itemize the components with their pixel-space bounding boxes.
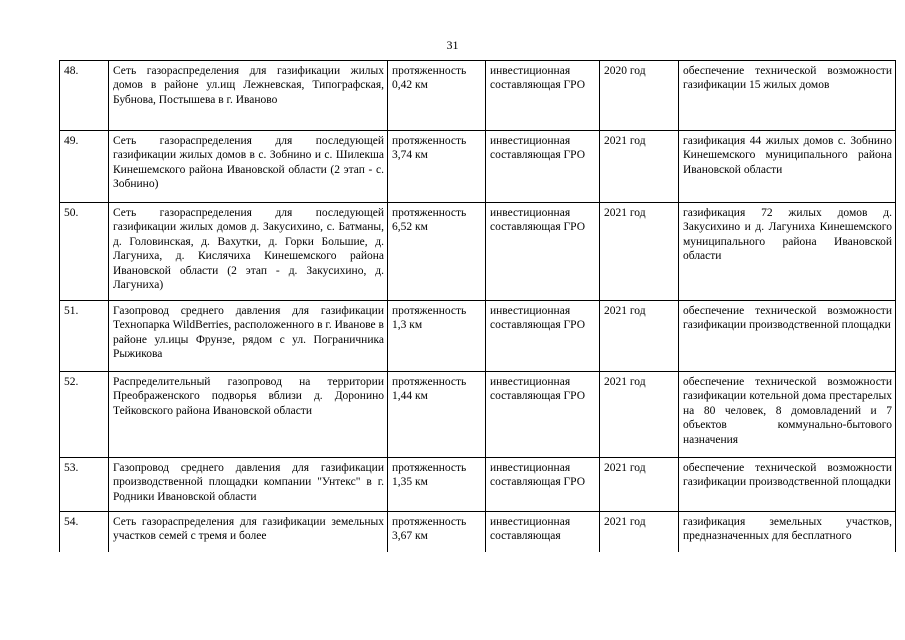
completion-year: 2021 год — [600, 301, 679, 372]
object-goal: обеспечение технической возможности газификации 15 жилых домов — [679, 61, 896, 131]
funding-source: инвестиционная составляющая ГРО — [486, 131, 600, 203]
row-number: 52. — [60, 372, 109, 458]
object-length: протяженность 3,67 км — [388, 512, 486, 552]
completion-year: 2021 год — [600, 372, 679, 458]
completion-year: 2021 год — [600, 203, 679, 301]
table-row — [60, 301, 896, 372]
object-name: Сеть газораспределения для газификации земельных участков семей с тремя и более — [109, 512, 388, 552]
funding-source: инвестиционная составляющая ГРО — [486, 372, 600, 458]
object-name: Сеть газораспределения для последующей газификации жилых домов в с. Зобнино и с. Шилекша Кинешемского района Ивановской области (2 этап - с. Зобнино) — [109, 131, 388, 203]
object-length: протяженность 0,42 км — [388, 61, 486, 131]
object-goal: газификация земельных участков, предназначенных для бесплатного — [679, 512, 896, 552]
object-goal: газификация 44 жилых домов с. Зобнино Кинешемского муниципального района Ивановской области — [679, 131, 896, 203]
table-row — [60, 458, 896, 512]
completion-year: 2020 год — [600, 61, 679, 131]
row-number: 53. — [60, 458, 109, 512]
object-goal: обеспечение технической возможности газификации котельной дома престарелых на 80 человек, 8 домовладений и 7 объектов коммунально-бытового назначения — [679, 372, 896, 458]
funding-source: инвестиционная составляющая — [486, 512, 600, 552]
page-number: 31 — [446, 38, 459, 52]
object-name: Газопровод среднего давления для газификации производственной площадки компании "Унтекс" в г. Родники Ивановской области — [109, 458, 388, 512]
table-row — [60, 372, 896, 458]
object-name: Распределительный газопровод на территории Преображенского подворья вблизи д. Доронино Тейковского района Ивановской области — [109, 372, 388, 458]
object-length: протяженность 1,44 км — [388, 372, 486, 458]
object-goal: газификация 72 жилых домов д. Закусихино и д. Лагуниха Кинешемского муниципального района Ивановской области — [679, 203, 896, 301]
completion-year: 2021 год — [600, 458, 679, 512]
funding-source: инвестиционная составляющая ГРО — [486, 203, 600, 301]
table-row — [60, 512, 896, 552]
row-number: 51. — [60, 301, 109, 372]
object-name: Сеть газораспределения для последующей газификации жилых домов д. Закусихино, с. Батманы, д. Головинская, д. Вахутки, д. Горки Большие, д. Лагуниха, д. Кислячиха Кинешемского района Ивановской области (2 этап - д. Закусихино, д. Лагуниха) — [109, 203, 388, 301]
completion-year: 2021 год — [600, 131, 679, 203]
row-number: 54. — [60, 512, 109, 552]
funding-source: инвестиционная составляющая ГРО — [486, 61, 600, 131]
object-goal: обеспечение технической возможности газификации производственной площадки — [679, 458, 896, 512]
table-row — [60, 203, 896, 301]
row-number: 48. — [60, 61, 109, 131]
object-length: протяженность 3,74 км — [388, 131, 486, 203]
funding-source: инвестиционная составляющая ГРО — [486, 301, 600, 372]
completion-year: 2021 год — [600, 512, 679, 552]
object-name: Сеть газораспределения для газификации жилых домов в районе ул.ищ Лежневская, Типографская, Бубнова, Постышева в г. Иваново — [109, 61, 388, 131]
table-row — [60, 131, 896, 203]
object-goal: обеспечение технической возможности газификации производственной площадки — [679, 301, 896, 372]
object-length: протяженность 1,3 км — [388, 301, 486, 372]
row-number: 50. — [60, 203, 109, 301]
object-length: протяженность 6,52 км — [388, 203, 486, 301]
table-row — [60, 61, 896, 131]
gas-network-table — [59, 60, 896, 552]
funding-source: инвестиционная составляющая ГРО — [486, 458, 600, 512]
object-length: протяженность 1,35 км — [388, 458, 486, 512]
row-number: 49. — [60, 131, 109, 203]
object-name: Газопровод среднего давления для газификации Технопарка WildBerries, расположенного в г. Иванове в районе ул.ицы Фрунзе, рядом с ул. Пограничника Рыжикова — [109, 301, 388, 372]
